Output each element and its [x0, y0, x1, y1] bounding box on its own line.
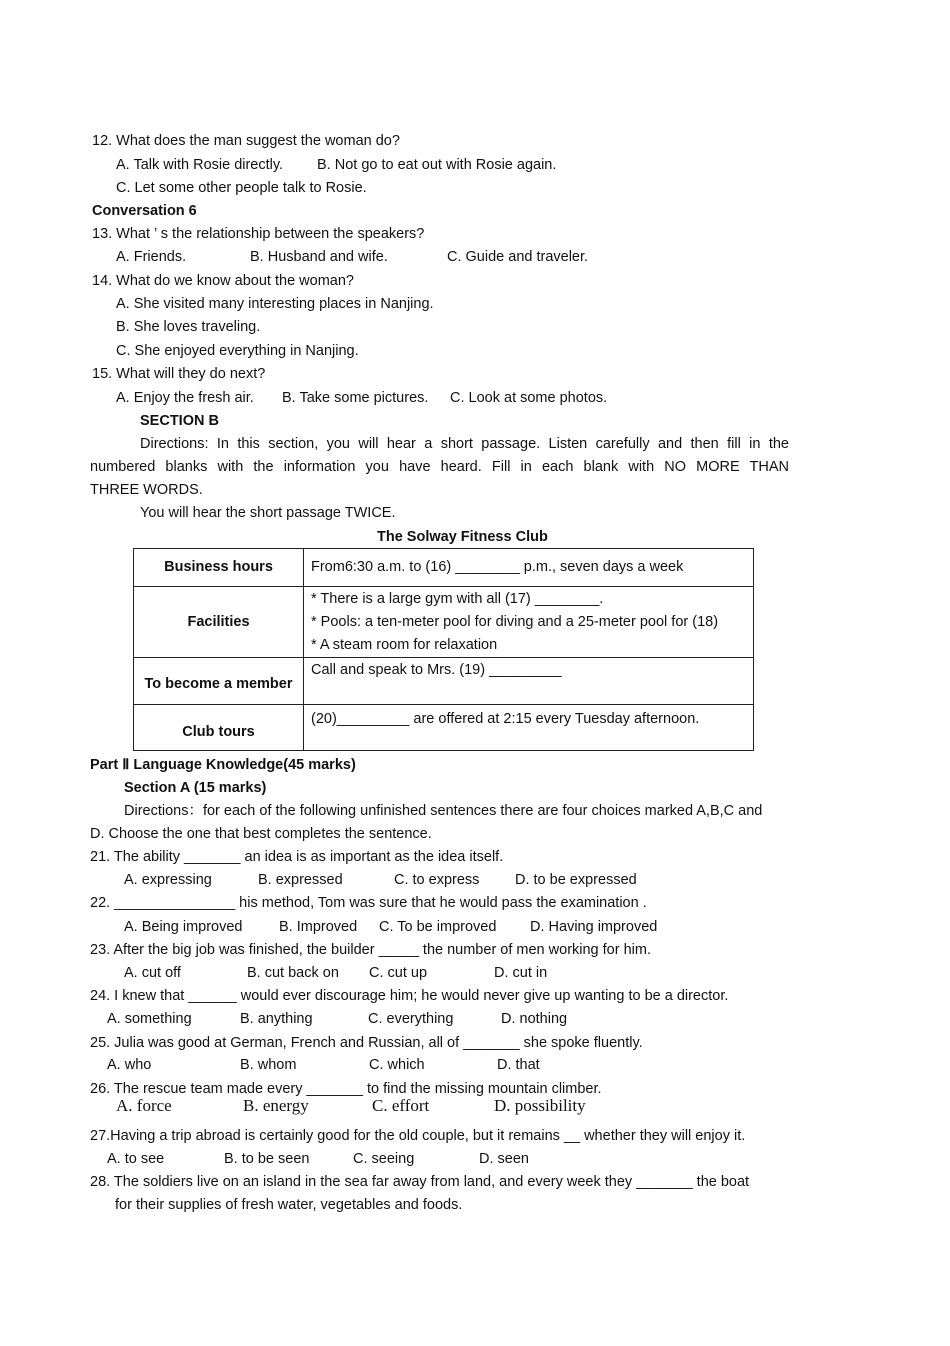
question-15-stem: 15. What will they do next? [92, 366, 266, 382]
part-2-directions-line-1: Directions：for each of the following unfinished sentences there are four choices marked A,B,C and [124, 803, 763, 819]
table-title: The Solway Fitness Club [377, 529, 548, 545]
row-value [304, 658, 754, 705]
table-row [134, 549, 754, 587]
section-b-heading: SECTION B [140, 413, 219, 429]
question-15-option-a: A. Enjoy the fresh air. [116, 390, 254, 406]
question-21-option-c: C. to express [394, 872, 480, 888]
question-21-option-a: A. expressing [124, 872, 212, 888]
row-line: Call and speak to Mrs. (19) _________ [311, 662, 562, 678]
question-22-option-a: A. Being improved [124, 919, 243, 935]
question-23-stem: 23. After the big job was finished, the builder _____ the number of men working for him. [90, 942, 651, 958]
row-line: (20)_________ are offered at 2:15 every Tuesday afternoon. [311, 711, 700, 727]
question-24-option-c: C. everything [368, 1011, 454, 1027]
question-14-stem: 14. What do we know about the woman? [92, 273, 354, 289]
question-15-option-c: C. Look at some photos. [450, 390, 608, 406]
question-12-option-b: B. Not go to eat out with Rosie again. [317, 157, 557, 173]
question-13-stem: 13. What ’ s the relationship between the speakers? [92, 226, 425, 242]
section-b-directions-line-4: You will hear the short passage TWICE. [140, 505, 396, 521]
section-b-directions-line-3: THREE WORDS. [90, 482, 203, 498]
row-value [304, 587, 754, 658]
table-row [134, 705, 754, 751]
question-25-option-a: A. who [107, 1057, 152, 1073]
question-22-option-d: D. Having improved [530, 919, 658, 935]
question-23-option-b: B. cut back on [247, 965, 339, 981]
question-21-stem: 21. The ability _______ an idea is as important as the idea itself. [90, 849, 504, 865]
fitness-club-table [133, 548, 754, 751]
row-line: * A steam room for relaxation [311, 637, 498, 653]
question-25-option-c: C. which [369, 1057, 425, 1073]
question-12-stem: 12. What does the man suggest the woman do? [92, 133, 400, 149]
question-26-option-a: A. force [116, 1096, 172, 1115]
row-value [304, 549, 754, 587]
question-27-option-d: D. seen [479, 1151, 529, 1167]
row-key: Business hours [134, 549, 304, 587]
question-25-option-b: B. whom [240, 1057, 297, 1073]
part-2-heading: Part Ⅱ Language Knowledge(45 marks) [90, 757, 356, 773]
question-14-option-b: B. She loves traveling. [116, 319, 261, 335]
question-24-option-b: B. anything [240, 1011, 313, 1027]
row-line: * There is a large gym with all (17) ________. [311, 591, 604, 607]
question-22-option-b: B. Improved [279, 919, 358, 935]
question-28-stem-line-2: for their supplies of fresh water, vegetables and foods. [115, 1197, 463, 1213]
row-line: * Pools: a ten-meter pool for diving and a 25-meter pool for (18) [311, 614, 719, 630]
question-27-option-c: C. seeing [353, 1151, 415, 1167]
question-23-option-a: A. cut off [124, 965, 181, 981]
section-b-directions-line-2: numbered blanks with the information you have heard. Fill in each blank with NO MORE THAN [90, 459, 789, 475]
question-23-option-c: C. cut up [369, 965, 428, 981]
question-12-option-c: C. Let some other people talk to Rosie. [116, 180, 367, 196]
question-24-option-d: D. nothing [501, 1011, 568, 1027]
question-26-option-b: B. energy [243, 1096, 309, 1115]
question-28-stem-line-1: 28. The soldiers live on an island in the sea far away from land, and every week they _______ the boat [90, 1174, 750, 1190]
table-row [134, 658, 754, 705]
question-12-option-a: A. Talk with Rosie directly. [116, 157, 284, 173]
question-24-stem: 24. I knew that ______ would ever discourage him; he would never give up wanting to be a director. [90, 988, 729, 1004]
row-value [304, 705, 754, 751]
question-23-option-d: D. cut in [494, 965, 548, 981]
question-27-stem: 27.Having a trip abroad is certainly good for the old couple, but it remains __ whether they will enjoy it. [90, 1128, 746, 1144]
question-13-option-a: A. Friends. [116, 249, 187, 265]
question-26-option-c: C. effort [372, 1096, 430, 1115]
row-key: To become a member [134, 658, 304, 705]
question-27-option-b: B. to be seen [224, 1151, 310, 1167]
question-21-option-b: B. expressed [258, 872, 343, 888]
question-13-option-b: B. Husband and wife. [250, 249, 388, 265]
question-14-option-c: C. She enjoyed everything in Nanjing. [116, 343, 359, 359]
question-15-option-b: B. Take some pictures. [282, 390, 429, 406]
row-line: From6:30 a.m. to (16) ________ p.m., seven days a week [311, 559, 684, 575]
question-25-option-d: D. that [497, 1057, 540, 1073]
question-27-option-a: A. to see [107, 1151, 165, 1167]
row-key: Facilities [134, 587, 304, 658]
question-26-option-d: D. possibility [494, 1096, 586, 1115]
question-21-option-d: D. to be expressed [515, 872, 637, 888]
conversation-6-heading: Conversation 6 [92, 203, 197, 219]
table-row [134, 587, 754, 658]
question-24-option-a: A. something [107, 1011, 192, 1027]
question-22-stem: 22. _______________ his method, Tom was sure that he would pass the examination . [90, 895, 647, 911]
question-14-option-a: A. She visited many interesting places in Nanjing. [116, 296, 434, 312]
question-13-option-c: C. Guide and traveler. [447, 249, 589, 265]
part-2-directions-line-2: D. Choose the one that best completes the sentence. [90, 826, 432, 842]
section-a-heading: Section A (15 marks) [124, 780, 267, 796]
section-b-directions-line-1: Directions: In this section, you will hear a short passage. Listen carefully and then fill in the [140, 436, 789, 452]
row-key: Club tours [134, 705, 304, 751]
question-25-stem: 25. Julia was good at German, French and Russian, all of _______ she spoke fluently. [90, 1035, 643, 1051]
question-26-stem: 26. The rescue team made every _______ to find the missing mountain climber. [90, 1081, 602, 1097]
question-22-option-c: C. To be improved [379, 919, 497, 935]
